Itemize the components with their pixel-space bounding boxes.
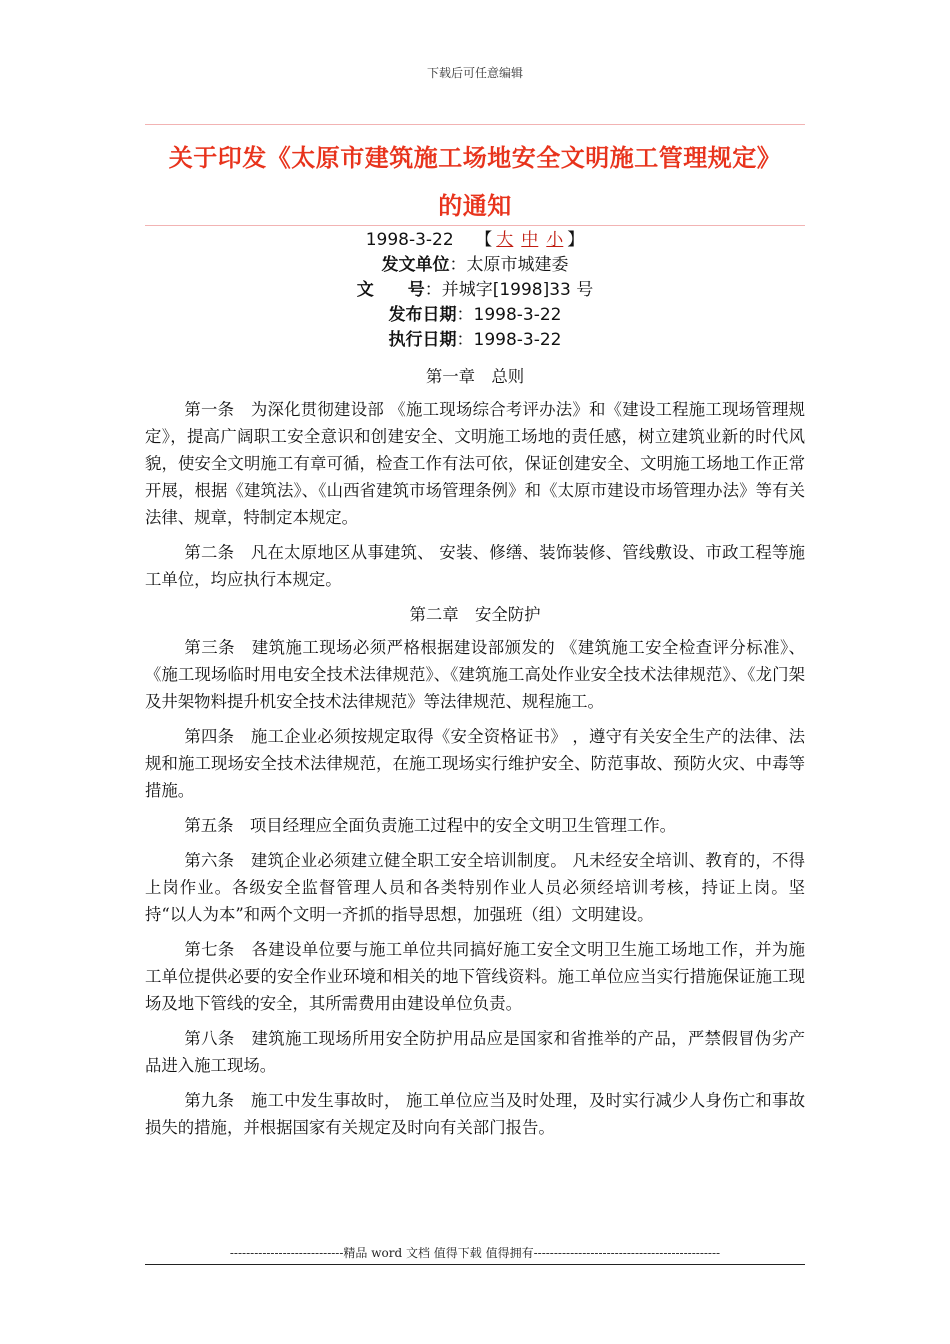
effective-colon: ：	[456, 330, 474, 350]
article-paragraph: 第八条 建筑施工现场所用安全防护用品应是国家和省推举的产品，严禁假冒伪劣产品进入施工现场。	[145, 1029, 805, 1075]
issuer-line	[0, 253, 950, 278]
publish-date-line	[0, 303, 950, 328]
article-paragraph: 第九条 施工中发生事故时， 施工单位应当及时处理，及时实行减少人身伤亡和事故损失的措施，并根据国家有关规定及时向有关部门报告。	[145, 1091, 805, 1137]
effective-date-value: 1998-3-22	[473, 330, 562, 350]
article-paragraph: 第一条 为深化贯彻建设部 《施工现场综合考评办法》和《建设工程施工现场管理规定》，提高广阔职工安全意识和创建安全、文明施工场地的责任感，树立建筑业新的时代风貌，使安全文明施工有章可循，检查工作有法可依，保证创建安全、文明施工场地工作正常开展，根据《建筑法》、《山西省建筑市场管理条例》和《太原市建设市场管理办法》等有关法律、规章，特制定本规定。	[145, 400, 805, 527]
font-size-selector	[475, 230, 584, 250]
docno-label: 文 号	[356, 280, 425, 300]
title-line-1: 关于印发《太原市建筑施工场地安全文明施工管理规定》	[168, 143, 782, 172]
footer-divider	[145, 1264, 805, 1265]
issuer-value: 太原市城建委	[466, 255, 569, 275]
bracket-open: 【	[475, 230, 493, 250]
article-paragraph: 第五条 项目经理应全面负责施工过程中的安全文明卫生管理工作。	[184, 816, 677, 835]
document-body	[145, 363, 805, 1149]
article-paragraph: 第四条 施工企业必须按规定取得《安全资格证书》 ，遵守有关安全生产的法律、法规和施工现场安全技术法律规范，在施工现场实行维护安全、防范事故、预防火灾、中毒等措施。	[145, 727, 805, 800]
title-bottom-divider	[145, 225, 805, 226]
docno-value: 并城字[1998]33 号	[441, 280, 594, 300]
font-size-medium-link[interactable]: 中	[521, 230, 539, 250]
chapter-heading: 第二章 安全防护	[409, 605, 541, 624]
publish-date-value: 1998-3-22	[473, 305, 562, 325]
publish-colon: ：	[456, 305, 474, 325]
chapter-heading: 第一章 总则	[425, 367, 525, 386]
publish-date-label: 发布日期	[388, 305, 457, 325]
article-paragraph: 第三条 建筑施工现场必须严格根据建设部颁发的 《建筑施工安全检查评分标准》、《施工现场临时用电安全技术法律规范》、《建筑施工高处作业安全技术法律规范》、《龙门架及井架物料提升机安全技术法律规范》等法律规范、规程施工。	[145, 638, 805, 711]
effective-date-line	[0, 328, 950, 353]
issuer-label: 发文单位	[381, 255, 450, 275]
article-paragraph: 第六条 建筑企业必须建立健全职工安全培训制度。 凡未经安全培训、教育的，不得上岗作业。各级安全监督管理人员和各类特别作业人员必须经培训考核，持证上岗。坚持“以人为本”和两个文明一齐抓的指导思想，加强班（组）文明建设。	[145, 851, 805, 924]
font-size-large-link[interactable]: 大	[496, 230, 514, 250]
page-title	[140, 134, 810, 230]
date-line	[0, 228, 950, 253]
issuer-colon: ：	[449, 255, 467, 275]
footer-note: ----------------------------精品 word 文档 值得下载 值得拥有----------------------------------------------	[229, 1246, 721, 1260]
article-paragraph: 第七条 各建设单位要与施工单位共同搞好施工安全文明卫生施工场地工作，并为施工单位提供必要的安全作业环境和相关的地下管线资料。施工单位应当实行措施保证施工现场及地下管线的安全，其所需费用由建设单位负责。	[145, 940, 805, 1013]
title-top-divider	[145, 124, 805, 125]
docno-line	[0, 278, 950, 303]
effective-date-label: 执行日期	[388, 330, 457, 350]
document-meta	[0, 228, 950, 353]
date-value: 1998-3-22	[365, 230, 454, 250]
docno-colon: ：	[424, 280, 442, 300]
header-note: 下载后可任意编辑	[426, 66, 523, 80]
bracket-close: 】	[567, 230, 585, 250]
font-size-small-link[interactable]: 小	[546, 230, 564, 250]
title-line-2: 的通知	[438, 191, 512, 220]
article-paragraph: 第二条 凡在太原地区从事建筑、 安装、修缮、装饰装修、管线敷设、市政工程等施工单位，均应执行本规定。	[145, 543, 805, 589]
